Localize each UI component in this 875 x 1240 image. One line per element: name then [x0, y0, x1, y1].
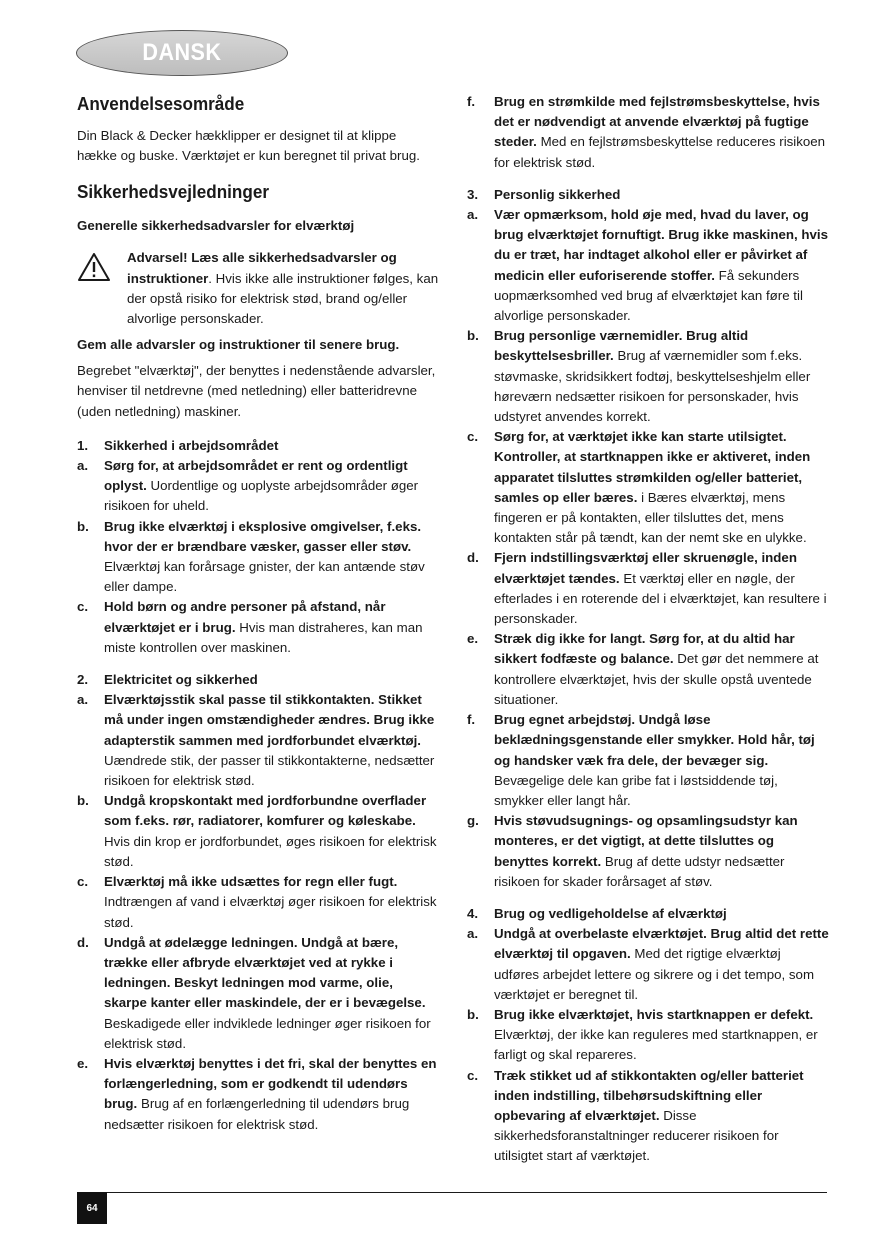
list-item: g. Hvis støvudsugnings- og opsamlingsudstyr kan monteres, er det vigtigt, at dette tilsluttes og benyttes korrekt. Brug af dette udstyr nedsætter risikoen for skader forårsaget af støv. — [467, 813, 798, 889]
list-item: a. Vær opmærksom, hold øje med, hvad du laver, og brug elværktøjet fornuftigt. Brug ikke maskinen, hvis du er træt, har indtaget alkohol eller er påvirket af medicin eller euforiserende stoffer. Få sekunders uopmærksomhed ved brug af elværktøjet kan føre til alvorlige personskader. — [467, 207, 828, 324]
list-item: e. Hvis elværktøj benyttes i det fri, skal der benyttes en forlængerledning, som er godkendt til udendørs brug. Brug af en forlængerledning til udendørs brug nedsætter risikoen for elektrisk stød. — [77, 1055, 437, 1132]
warning-rest: . Hvis ikke alle instruktioner følges, kan der opstå risiko for elektrisk stød, brand og/eller alvorlige personskader. — [127, 270, 439, 327]
warning-triangle-icon — [77, 248, 127, 329]
list-item: b. Brug personlige værnemidler. Brug altid beskyttelsesbriller. Brug af værnemidler som f.eks. støvmaske, skridsikkert fodtøj, beskyttelseshjelm eller høreværn nedsætter risikoen for personskader, hvis udstyret anvendes korrekt. — [467, 328, 811, 425]
power-tool-term-text: Begrebet "elværktøj", der benyttes i nedenstående advarsler, henviser til netdrevne (med netledning) eller batteridrevne (uden netledning) maskiner. — [77, 363, 436, 419]
list-item: d. Fjern indstillingsværktøj eller skruenøgle, inden elværktøjet tændes. Et værktøj eller en nøgle, der efterlades i en roterende del i elværktøjet, kan resultere i personskader. — [467, 550, 827, 627]
section-personal-safety-title: 3. Personlig sikkerhed — [467, 186, 621, 202]
list-item: b. Undgå kropskontakt med jordforbundne overflader som f.eks. rør, radiatorer, komfurer og køleskabe. Hvis din krop er jordforbundet, øges risikoen for elektrisk stød. — [77, 793, 437, 869]
list-item: b. Brug ikke elværktøj i eksplosive omgivelser, f.eks. hvor der er brændbare væsker, gasser eller støv. Elværktøj kan forårsage gnister, der kan antænde støv eller dampe. — [77, 518, 425, 595]
intended-use-text: Din Black & Decker hækklipper er designet til at klippe hække og buske. Værktøjet er kun beregnet til privat brug. — [77, 128, 420, 164]
footer-divider — [77, 1192, 827, 1193]
heading-intended-use: Anvendelsesområde — [77, 94, 245, 114]
warning-block — [77, 248, 439, 329]
subheading-general-warnings: Generelle sikkerhedsadvarsler for elværktøj — [77, 218, 355, 234]
list-item: a. Sørg for, at arbejdsområdet er rent og ordentligt oplyst. Uordentlige og uoplyste arbejdsområder øger risikoen for uheld. — [77, 458, 419, 514]
left-column — [77, 92, 439, 1135]
list-item: c. Elværktøj må ikke udsættes for regn eller fugt. Indtrængen af vand i elværktøj øger risikoen for elektrisk stød. — [77, 874, 437, 930]
right-column — [467, 92, 829, 1167]
language-label: DANSK — [142, 39, 222, 66]
page-number: 64 — [77, 1192, 107, 1224]
list-item: a. Undgå at overbelaste elværktøjet. Brug altid det rette elværktøj til opgaven. Med det rigtige elværktøj udføres arbejdet lettere og sikrere og i det tempo, som værktøjet er beregnet til. — [467, 926, 829, 1002]
warning-text — [127, 248, 439, 329]
list-item: f. Brug en strømkilde med fejlstrømsbeskyttelse, hvis det er nødvendigt at anvende elværktøj på fugtige steder. Med en fejlstrømsbeskyttelse reduceres risikoen for elektrisk stød. — [467, 94, 826, 170]
section-work-area-title: 1. Sikkerhed i arbejdsområdet — [77, 437, 279, 453]
list-item: a. Elværktøjsstik skal passe til stikkontakten. Stikket må under ingen omstændigheder ændres. Brug ikke adapterstik sammen med jordforbundet elværktøj. Uændrede stik, der passer til stikkontakterne, nedsætter risikoen for elektrisk stød. — [77, 692, 435, 789]
list-item: c. Hold børn og andre personer på afstand, når elværktøjet er i brug. Hvis man distraheres, kan man miste kontrollen over maskinen. — [77, 599, 423, 655]
section-electrical-title: 2. Elektricitet og sikkerhed — [77, 672, 258, 688]
list-item: c. Sørg for, at værktøjet ikke kan starte utilsigtet. Kontroller, at startknappen ikke er aktiveret, inden apparatet tilsluttes strømkilden og/eller batteriet, samles op eller bæres. i Bæres elværktøj, mens fingeren er på kontakten, eller tilsluttes det, mens kontakten står på tændt, kan der nemt ske en ulykke. — [467, 429, 811, 546]
language-badge — [76, 30, 288, 76]
heading-safety-instructions: Sikkerhedsvejledninger — [77, 182, 269, 203]
list-item: f. Brug egnet arbejdstøj. Undgå løse beklædningsgenstande eller smykker. Hold hår, tøj og handsker væk fra dele, der bevæger sig. Bevægelige dele kan gribe fat i løstsiddende tøj, smykker eller langt hår. — [467, 712, 815, 808]
warning-bold: Advarsel! Læs alle sikkerhedsadvarsler og instruktioner — [127, 250, 397, 286]
list-item: c. Træk stikket ud af stikkontakten og/eller batteriet inden indstilling, tilbehørsudskiftning eller opbevaring af elværktøjet. Disse sikkerhedsforanstaltninger reducerer risikoen for utilsigtet start af værktøjet. — [467, 1067, 804, 1164]
list-item: e. Stræk dig ikke for langt. Sørg for, at du altid har sikkert fodfæste og balance. Det gør det nemmere at kontrollere elværktøjet, hvis der skulle opstå uventede situationer. — [467, 631, 819, 707]
keep-instructions-note: Gem alle advarsler og instruktioner til senere brug. — [77, 337, 400, 353]
section-tool-use-title: 4. Brug og vedligeholdelse af elværktøj — [467, 905, 727, 921]
list-item: b. Brug ikke elværktøjet, hvis startknappen er defekt. Elværktøj, der ikke kan reguleres med startknappen, er farligt og skal repareres. — [467, 1006, 818, 1063]
list-item: d. Undgå at ødelægge ledningen. Undgå at bære, trække eller afbryde elværktøjet ved at rykke i ledningen. Beskyt ledningen mod varme, olie, skarpe kanter eller maskindele, der er i bevægelse. Beskadigede eller indviklede ledninger øger risikoen for elektrisk stød. — [77, 934, 431, 1051]
